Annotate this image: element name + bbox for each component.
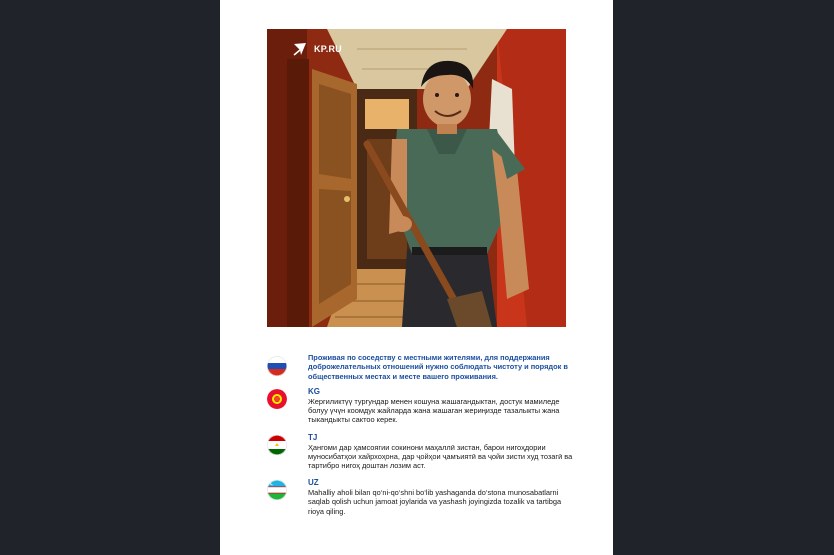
tajikistan-flag-icon — [267, 435, 287, 455]
notice-uz-code: UZ — [308, 478, 319, 488]
notice-tj — [267, 433, 577, 471]
kyrgyzstan-flag-icon — [267, 389, 287, 409]
notice-ru-text: Проживая по соседству с местными жителями, для поддержания доброжелательных отношений нужно соблюдать чистоту и порядок в общественных местах и месте вашего проживания. — [308, 353, 568, 381]
notice-uz — [267, 478, 577, 516]
kp-arrow-icon — [292, 41, 308, 57]
russia-flag-icon — [267, 356, 287, 376]
notice-ru — [267, 353, 577, 381]
multilingual-notice — [267, 353, 577, 516]
logo-text: KP.RU — [314, 44, 342, 54]
illustration-artwork — [267, 29, 566, 327]
notice-kg-text: Жергиликтүү тургундар менен кошуна жашагандыктан, достук мамиледе болуу үчүн коомдук жайларда жана жашаган жериңизде тазалыкты жана тыкандыкты сактоо керек. — [308, 396, 560, 425]
document-page — [220, 0, 613, 555]
notice-kg-code: KG — [308, 386, 320, 396]
notice-tj-code: TJ — [308, 432, 318, 442]
notice-kg — [267, 387, 577, 425]
uzbekistan-flag-icon — [267, 480, 287, 500]
illustration-man-with-broom — [267, 29, 566, 327]
notice-uz-text: Mahalliy aholi bilan qo‘ni-qo‘shni bo‘lib yashaganda do‘stona munosabatlarni saqlab qolish uchun jamoat joylarida va yashash joyingizda tozalik va tartibga rioya qiling. — [308, 488, 562, 516]
kp-logo — [292, 41, 342, 57]
notice-tj-text: Ҳангоми дар ҳамсоягии сокинони маҳаллӣ зистан, барои нигоҳдории муносибатҳои хайрхоҳона, дар ҷойҳои ҷамъиятӣ ва ҷойи зисти худ тозагӣ ва тартибро нигоҳ доштан лозим аст. — [308, 442, 573, 470]
